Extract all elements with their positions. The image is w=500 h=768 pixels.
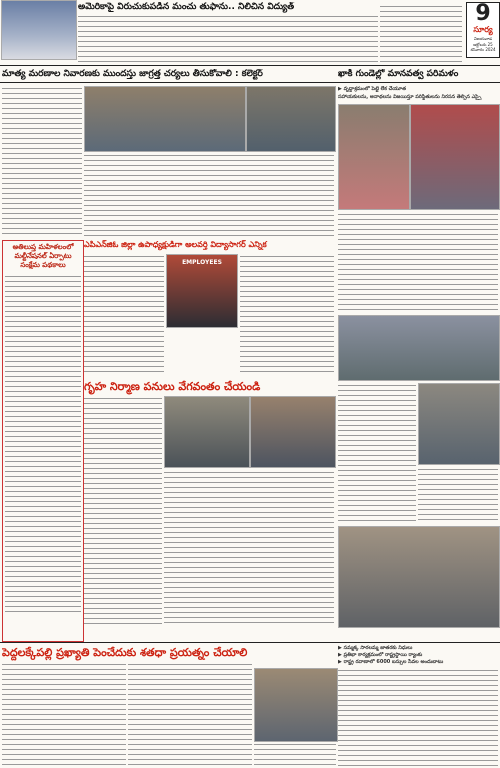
bottom-mid-text	[128, 662, 252, 766]
right-group-photo	[338, 526, 500, 628]
bottom-photo-caption	[254, 742, 336, 766]
center-article-text	[84, 153, 334, 237]
city-name: విజయవాడ	[473, 36, 493, 41]
top-rule	[0, 65, 500, 66]
top-article-text	[78, 14, 378, 64]
right-lower-text	[338, 383, 416, 523]
right-article-text	[338, 212, 498, 312]
housing-right-text	[164, 470, 334, 626]
gathering-photo	[418, 383, 500, 465]
right-bullet-1: ▶ వృద్ధాశ్రమంలో పెట్టె లేక చేయూత	[338, 86, 407, 92]
banner-text: EMPLOYEES	[182, 259, 222, 266]
day-line: శనివారం 2024	[470, 47, 496, 52]
bottom-right-point-2: ▶ ప్రతిభా కార్యక్రమంలో రాష్ట్రస్థాయి ర్యాంకు	[338, 652, 423, 658]
hospital-photo-1	[338, 104, 410, 210]
bottom-left-text	[2, 662, 126, 766]
bottom-headline: పెద్దలక్కేపల్లి ప్రఖ్యాతి పెంచేదుకు శతధా ప్రయత్నం చేయాలి	[2, 646, 248, 659]
bottom-right-text	[338, 668, 498, 766]
brand-logo: సూర్య	[473, 25, 493, 34]
right-banner-headline: ఖాకీ గుండెల్లో మానవత్వ పరిమళం	[338, 69, 459, 79]
mid-right-text	[240, 254, 334, 374]
housing-photo-1	[164, 396, 250, 468]
date-line: అక్టోబరు 25	[473, 42, 493, 47]
page-number: 9	[475, 2, 491, 26]
left-article-text	[2, 86, 82, 236]
officials-photo	[246, 86, 336, 152]
housing-left-text	[84, 396, 162, 626]
left-box	[2, 240, 84, 642]
masthead-box	[466, 2, 500, 58]
right-mid-text	[418, 467, 498, 523]
top-headline: అమెరికాపై విరుచుకుపడిన మంచు తుఫాను.. నిలిచిన విద్యుత్	[78, 2, 295, 12]
hospital-photo-2	[410, 104, 500, 210]
speaker-photo	[166, 254, 238, 328]
left-box-text	[5, 274, 81, 614]
left-box-headline: అతిలుప్త మహిళలంలో మల్టీనేషనల్ ఏర్పాటు సంక్షేమ పథకాలు	[12, 243, 74, 269]
masthead-side-text	[380, 4, 462, 62]
mid-left-text	[84, 254, 164, 374]
meeting-photo	[84, 86, 246, 152]
ceremony-photo	[338, 315, 500, 381]
snowstorm-photo	[1, 0, 77, 60]
banner-rule	[0, 82, 500, 83]
bottom-photo	[254, 668, 338, 742]
housing-photo-2	[250, 396, 336, 468]
banner-headline: మాత్య మరణాల నివారణకు ముందస్తు జాగ్రత్త చర్యలు తీసుకోవాలి : కలెక్టర్	[2, 69, 263, 79]
bottom-rule	[0, 642, 500, 643]
right-bullet-2: సహాయకులను, అనాథలను విజయిస్తూ పరిస్థితులను నిరసన తెల్పిన ఎస్సై	[338, 94, 482, 100]
bottom-right-point-3: ▶ రాష్ట్ర రవాణాలో 6000 బస్సుల సేవల అందుబాటు	[338, 659, 444, 665]
bottom-right-point-1: ▶ సమ్మక్క సారలమ్మ జాతరకు నిధులు	[338, 645, 413, 651]
mid-strip-headline: ఎపిఎన్‌జిఓ జిల్లా ఉపాధ్యక్షుడిగా అలవర్తి విద్యాసాగర్ ఎన్నిక	[84, 240, 267, 249]
housing-headline: గృహ నిర్మాణ పనులు వేగవంతం చేయండి	[84, 380, 261, 393]
